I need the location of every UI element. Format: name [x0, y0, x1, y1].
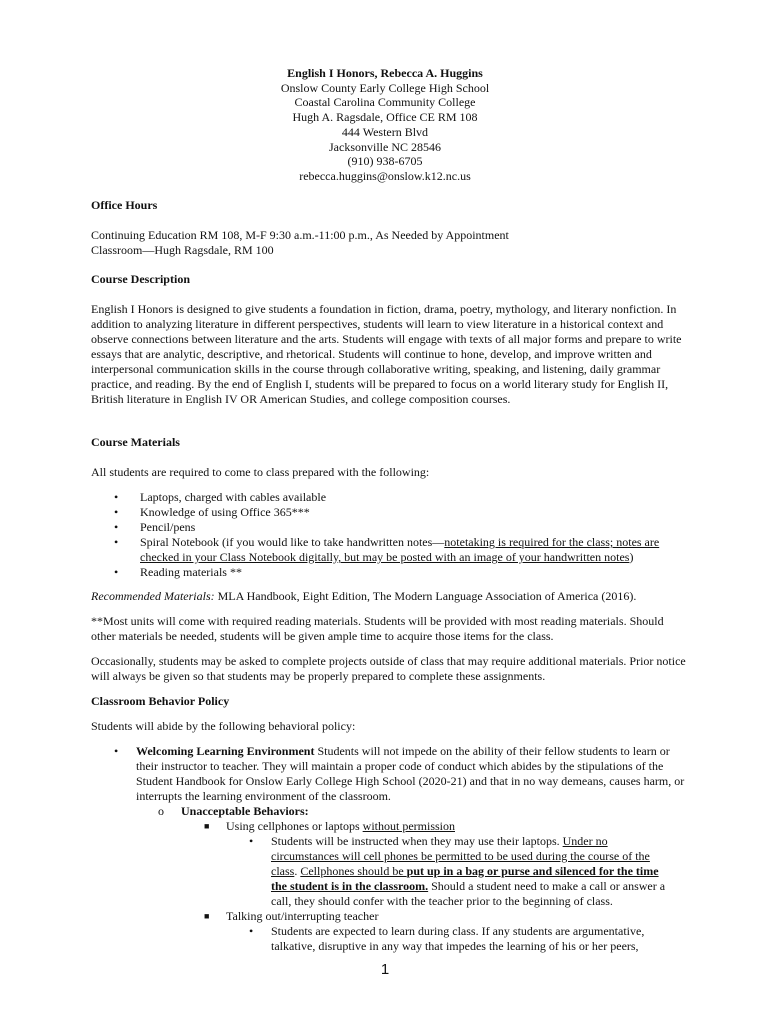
course-materials-section: [91, 435, 687, 480]
list-item: [91, 744, 691, 804]
behavior-intro: Students will abide by the following behavioral policy:: [91, 719, 356, 733]
bullet-icon: •: [249, 834, 254, 848]
list-item: • Students will be instructed when they may use their laptops. Under no circumstances will cell phones be permitted to be used during the course of the class. Cellphones should be put up in a bag or purse and silenced for the time the student is in the classroom. Should a student need to make a call or answer a call, they should confer with the teacher prior to the beginning of class.: [249, 834, 666, 908]
list-item: • Pencil/pens: [114, 520, 196, 534]
unacceptable-label: Unacceptable Behaviors:: [181, 804, 309, 818]
list-item: • Spiral Notebook (if you would like to take handwritten notes—notetaking is required for the class; notes are checked in your Class Notebook digitally, but may be posted with an image of your handwritten notes): [114, 535, 660, 564]
bullet-icon: •: [114, 520, 119, 534]
bullet-icon: •: [114, 490, 119, 504]
office-hours-heading: Office Hours: [91, 198, 158, 212]
list-item: ■ Talking out/interrupting teacher: [204, 909, 379, 923]
list-item: ■ Using cellphones or laptops without permission: [204, 819, 455, 833]
page-number: 1: [380, 961, 390, 978]
bullet-icon: •: [114, 505, 119, 519]
recommended-label: Recommended Materials:: [91, 589, 215, 603]
city-address: Jacksonville NC 28546: [329, 139, 441, 154]
materials-list: [91, 490, 691, 580]
behavior-list: [91, 744, 691, 954]
bullet-icon: •: [114, 744, 119, 758]
list-item: • Reading materials **: [114, 565, 242, 579]
circle-bullet-icon: o: [158, 804, 164, 818]
school-name: Onslow County Early College High School: [280, 80, 490, 95]
list-item: • Knowledge of using Office 365***: [114, 505, 310, 519]
bullet-icon: •: [249, 924, 254, 938]
recommended-text: MLA Handbook, Eight Edition, The Modern Language Association of America (2016).: [214, 589, 637, 603]
college-name: Coastal Carolina Community College: [294, 95, 476, 110]
course-title: English I Honors, Rebecca A. Huggins: [287, 66, 483, 80]
course-materials-heading: Course Materials: [91, 435, 180, 449]
course-description-text: English I Honors is designed to give students a foundation in fiction, drama, poetry, mythology, and literary nonfiction. In addition to analyzing literature in different perspectives, students will learn to view literature in a historical context and observe connections between literature and the arts. Students will engage with texts of all major forms and prepare to write essays that are analytic, descriptive, and rhetorical. Students will continue to hone, develop, and improve written and interpersonal communication skills in the course through collaborative writing, speaking, and listening, daily grammar practice, and reading. By the end of English I, students will be prepared to focus on a world literary study for English II, British literature in English IV OR American Studies, and college composition courses.: [91, 302, 682, 406]
phone-number: (910) 938-6705: [347, 154, 423, 169]
behavior-heading: Classroom Behavior Policy: [91, 694, 230, 708]
materials-note-1: **Most units will come with required reading materials. Students will be provided with most reading materials. Should other materials be needed, students will be given ample time to acquire those items for the class.: [91, 614, 664, 643]
course-materials-intro: All students are required to come to class prepared with the following:: [91, 465, 430, 479]
welcoming-label: Welcoming Learning Environment: [136, 744, 315, 758]
materials-note-2: Occasionally, students may be asked to complete projects outside of class that may require additional materials. Prior notice will always be given so that students may be properly prepared to complete these assignments.: [91, 654, 686, 683]
list-item: [91, 804, 691, 819]
list-item: • Laptops, charged with cables available: [114, 490, 327, 504]
behavior-section: [91, 694, 687, 734]
bullet-icon: •: [114, 535, 119, 549]
bullet-icon: •: [114, 565, 119, 579]
square-bullet-icon: ■: [204, 911, 210, 921]
course-description-section: [91, 272, 687, 407]
welcoming-text: Students will not impede on the ability of their fellow students to learn or their instructor to teacher. They will maintain a proper code of conduct which abides by the stipulations of the Student Handbook for Onslow Early College High School (2020-21) and that in no way demeans, causes harm, or interrupts the learning environment of the classroom.: [136, 744, 685, 803]
recommended-materials: [91, 589, 687, 604]
course-description-heading: Course Description: [91, 272, 190, 286]
office-hours-line-2: Classroom—Hugh Ragsdale, RM 100: [91, 243, 274, 257]
office-location: Hugh A. Ragsdale, Office CE RM 108: [292, 110, 478, 125]
office-hours-line-1: Continuing Education RM 108, M-F 9:30 a.m.-11:00 p.m., As Needed by Appointment: [91, 228, 509, 242]
street-address: 444 Western Blvd: [341, 124, 429, 139]
letterhead: [0, 66, 770, 184]
square-bullet-icon: ■: [204, 821, 210, 831]
office-hours-section: [91, 198, 687, 258]
list-item: • Students are expected to learn during class. If any students are argumentative, talkative, disruptive in any way that impedes the learning of his or her peers,: [249, 924, 645, 953]
email-address: rebecca.huggins@onslow.k12.nc.us: [299, 168, 471, 183]
